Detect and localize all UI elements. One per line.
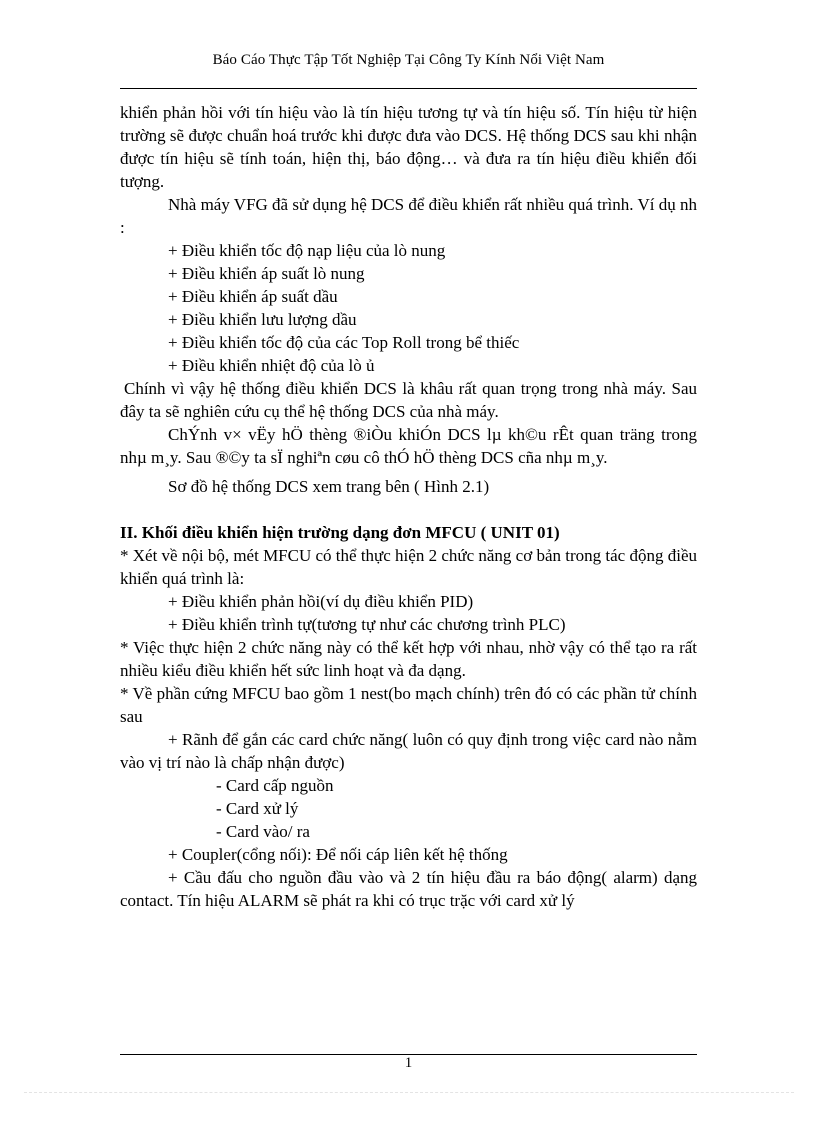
paragraph: * Xét về nội bộ, mét MFCU có thể thực hiện 2 chức năng cơ bản trong tác động điều khiển quá trình là:: [120, 546, 697, 588]
paragraph: + Coupler(cổng nối): Để nối cáp liên kết hệ thống: [168, 845, 508, 864]
list-item: - Card xử lý: [216, 799, 299, 818]
list-item: + Điều khiển trình tự(tương tự như các chương trình PLC): [168, 615, 566, 634]
list-item: - Card vào/ ra: [216, 822, 310, 841]
list-item: + Điều khiển áp suất lò nung: [168, 264, 365, 283]
list-item: + Điều khiển lưu lượng dầu: [168, 310, 357, 329]
paragraph: + Rãnh để gắn các card chức năng( luôn có quy định trong việc card nào nằm vào vị trí nào là chấp nhận được): [120, 730, 697, 772]
paragraph: * Việc thực hiện 2 chức năng này có thể kết hợp với nhau, nhờ vậy có thể tạo ra rất nhiều kiểu điều khiển hết sức linh hoạt và đa dạng.: [120, 638, 697, 680]
paragraph: Nhà máy VFG đã sử dụng hệ DCS để điều khiển rất nhiều quá trình. Ví dụ nh :: [120, 195, 697, 237]
list-item: + Điều khiển phản hồi(ví dụ điều khiển PID): [168, 592, 474, 611]
list-item: - Card cấp nguồn: [216, 776, 334, 795]
page-number: 1: [404, 1055, 413, 1071]
page-boundary: [24, 1092, 794, 1093]
paragraph: * Về phần cứng MFCU bao gồm 1 nest(bo mạch chính) trên đó có các phần tử chính sau: [120, 684, 697, 726]
paragraph: Chính vì vậy hệ thống điều khiển DCS là khâu rất quan trọng trong nhà máy. Sau đây ta sẽ nghiên cứu cụ thể hệ thống DCS của nhà máy.: [120, 379, 697, 421]
document-body: [120, 101, 697, 912]
paragraph: ChÝnh v× vËy hÖ thèng ®iÒu khiÓn DCS lµ kh©u rÊt quan träng trong nhµ m¸y. Sau ®©y ta sÏ nghiªn cøu cô thÓ hÖ thèng DCS cña nhµ m¸y.: [120, 425, 697, 467]
section-heading: II. Khối điều khiển hiện trường dạng đơn MFCU ( UNIT 01): [120, 523, 560, 542]
paragraph: + Cầu đấu cho nguồn đầu vào và 2 tín hiệu đầu ra báo động( alarm) dạng contact. Tín hiệu ALARM sẽ phát ra khi có trục trặc với card xử lý: [120, 868, 697, 910]
paragraph: khiển phản hồi với tín hiệu vào là tín hiệu tương tự và tín hiệu số. Tín hiệu từ hiện trường sẽ được chuẩn hoá trước khi được đưa vào DCS. Hệ thống DCS sau khi nhận được tín hiệu sẽ tính toán, hiện thị, báo động… và đưa ra tín hiệu điều khiển đối tượng.: [120, 103, 697, 191]
paragraph: Sơ đồ hệ thống DCS xem trang bên ( Hình 2.1): [168, 477, 490, 496]
spacer: [120, 498, 697, 521]
list-item: + Điều khiển nhiệt độ của lò ủ: [168, 356, 375, 375]
page-header: Báo Cáo Thực Tập Tốt Nghiệp Tại Công Ty Kính Nổi Việt Nam: [212, 52, 605, 68]
list-item: + Điều khiển tốc độ nạp liệu của lò nung: [168, 241, 446, 260]
list-item: + Điều khiển tốc độ của các Top Roll trong bể thiếc: [168, 333, 520, 352]
list-item: + Điều khiển áp suất dầu: [168, 287, 338, 306]
header-rule: [120, 88, 697, 89]
